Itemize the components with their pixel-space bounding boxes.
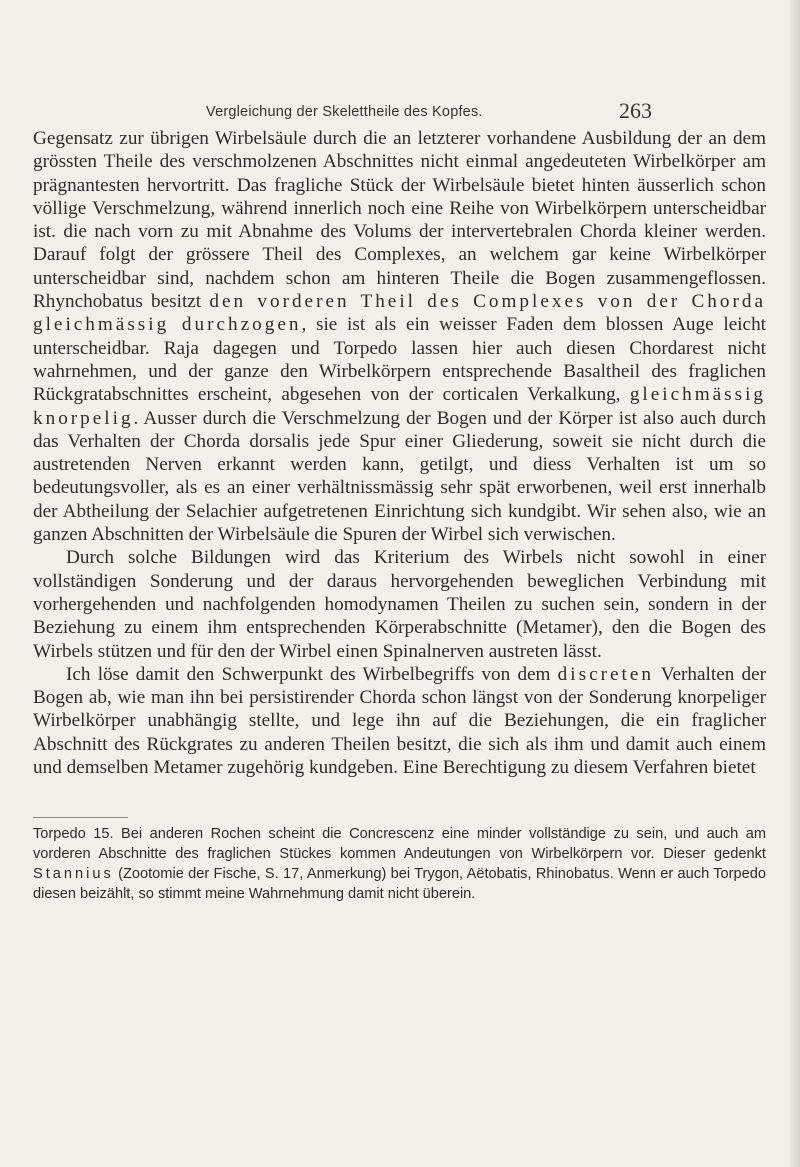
footnote-part-a: Torpedo 15. Bei anderen Rochen scheint die Concrescenz eine minder vollständige zu sein, und auch am vorderen Abschnitte des fraglichen Stückes kommen Andeutungen von Wirbelkörpern vor. Dieser gedenkt (33, 826, 766, 862)
footnote-text (33, 824, 766, 904)
main-text (33, 127, 766, 779)
running-header (206, 104, 656, 120)
paragraph-1-part-e: . Ausser durch die Verschmelzung der Bogen und der Körper ist also auch durch das Verhalten der Chorda dorsalis jede Spur einer Gliederung, soweit sie nicht durch die austretenden Nerven erkannt werden kann, getilgt, und diess Verhalten ist um so bedeutungsvoller, als es an einer verhältnissmässig sehr spät erworbenen, weil erst innerhalb der Abtheilung der Selachier aufgetretenen Einrichtung sich kundgibt. Wir sehen also, wie an ganzen Abschnitten der Wirbelsäule die Spuren der Wirbel sich verwischen. (33, 407, 766, 546)
paragraph-3-part-c: Verhalten der Bogen ab, wie man ihn bei persistirender Chorda schon längst von der Sonderung knorpeliger Wirbelkörper unabhängig stellte, und lege ihn auf die Beziehungen, die ein fraglicher Abschnitt des Rückgrates zu anderen Theilen besitzt, die sich als ihm und damit auch einem und demselben Metamer zugehörig kundgeben. Eine Berechtigung zu diesem Verfahren bietet (33, 663, 766, 779)
footnote (33, 824, 766, 904)
paragraph-1 (33, 127, 766, 546)
paragraph-1-part-a: Gegensatz zur übrigen Wirbelsäule durch die an letzterer vorhandene Ausbildung der an dem grössten Theile des verschmolzenen Abschnittes nicht einmal angedeuteten Wirbelkörper am prägnantesten hervortritt. Das fragliche Stück der Wirbelsäule bietet hinten äusserlich schon völlige Verschmelzung, während innerlich noch eine Reihe von Wirbelkörpern unterscheidbar ist. die nach vorn zu mit Abnahme des Volums der intervertebralen Chorda kleiner werden. Darauf folgt der grössere Theil des Complexes, an welchem gar keine Wirbelkörper unterscheidbar sind, nachdem schon am hinteren Theile die Bogen zusammengeflossen. Rhynchobatus besitzt (33, 128, 766, 313)
footnote-part-c: (Zootomie der Fische, S. 17, Anmerkung) bei Trygon, Aëtobatis, Rhinobatus. Wenn er auch Torpedo diesen beizählt, so stimmt meine Wahrnehmung damit nicht überein. (33, 866, 766, 902)
paragraph-1-part-c: , sie ist als ein weisser Faden dem blossen Auge leicht unterscheidbar. Raja dagegen und Torpedo lassen hier auch diesen Chordarest nicht wahrnehmen, und der ganze den Wirbelkörpern entsprechende Basaltheil des fraglichen Rückgratabschnittes erscheint, abgesehen von der corticalen Verkalkung, (33, 314, 766, 406)
paragraph-1-emphasis-b: gleichmässig knorpelig (33, 384, 766, 429)
footnote-author: Stannius (33, 866, 114, 882)
footnote-rule (33, 817, 128, 818)
running-title: Vergleichung der Skelettheile des Kopfes. (206, 104, 483, 120)
paragraph-3-emphasis: discreten (557, 663, 654, 685)
paragraph-1-emphasis-a: den vorderen Theil des Complexes von der Chorda gleichmässig durchzogen (33, 291, 766, 336)
paragraph-3-part-a: Ich löse damit den Schwerpunkt des Wirbelbegriffs von dem (66, 663, 558, 685)
paragraph-3 (33, 663, 766, 779)
page-number: 263 (619, 98, 652, 123)
page-edge (790, 0, 800, 1167)
paragraph-2: Durch solche Bildungen wird das Kriterium des Wirbels nicht sowohl in einer vollständigen Sonderung und der daraus hervorgehenden beweglichen Verbindung mit vorhergehenden und nachfolgenden homodynamen Theilen zu suchen sein, sondern in der Beziehung zu einem ihm entsprechenden Körperabschnitte (Metamer), den die Bogen des Wirbels stützen und für den der Wirbel einen Spinalnerven austreten lässt. (33, 547, 766, 662)
